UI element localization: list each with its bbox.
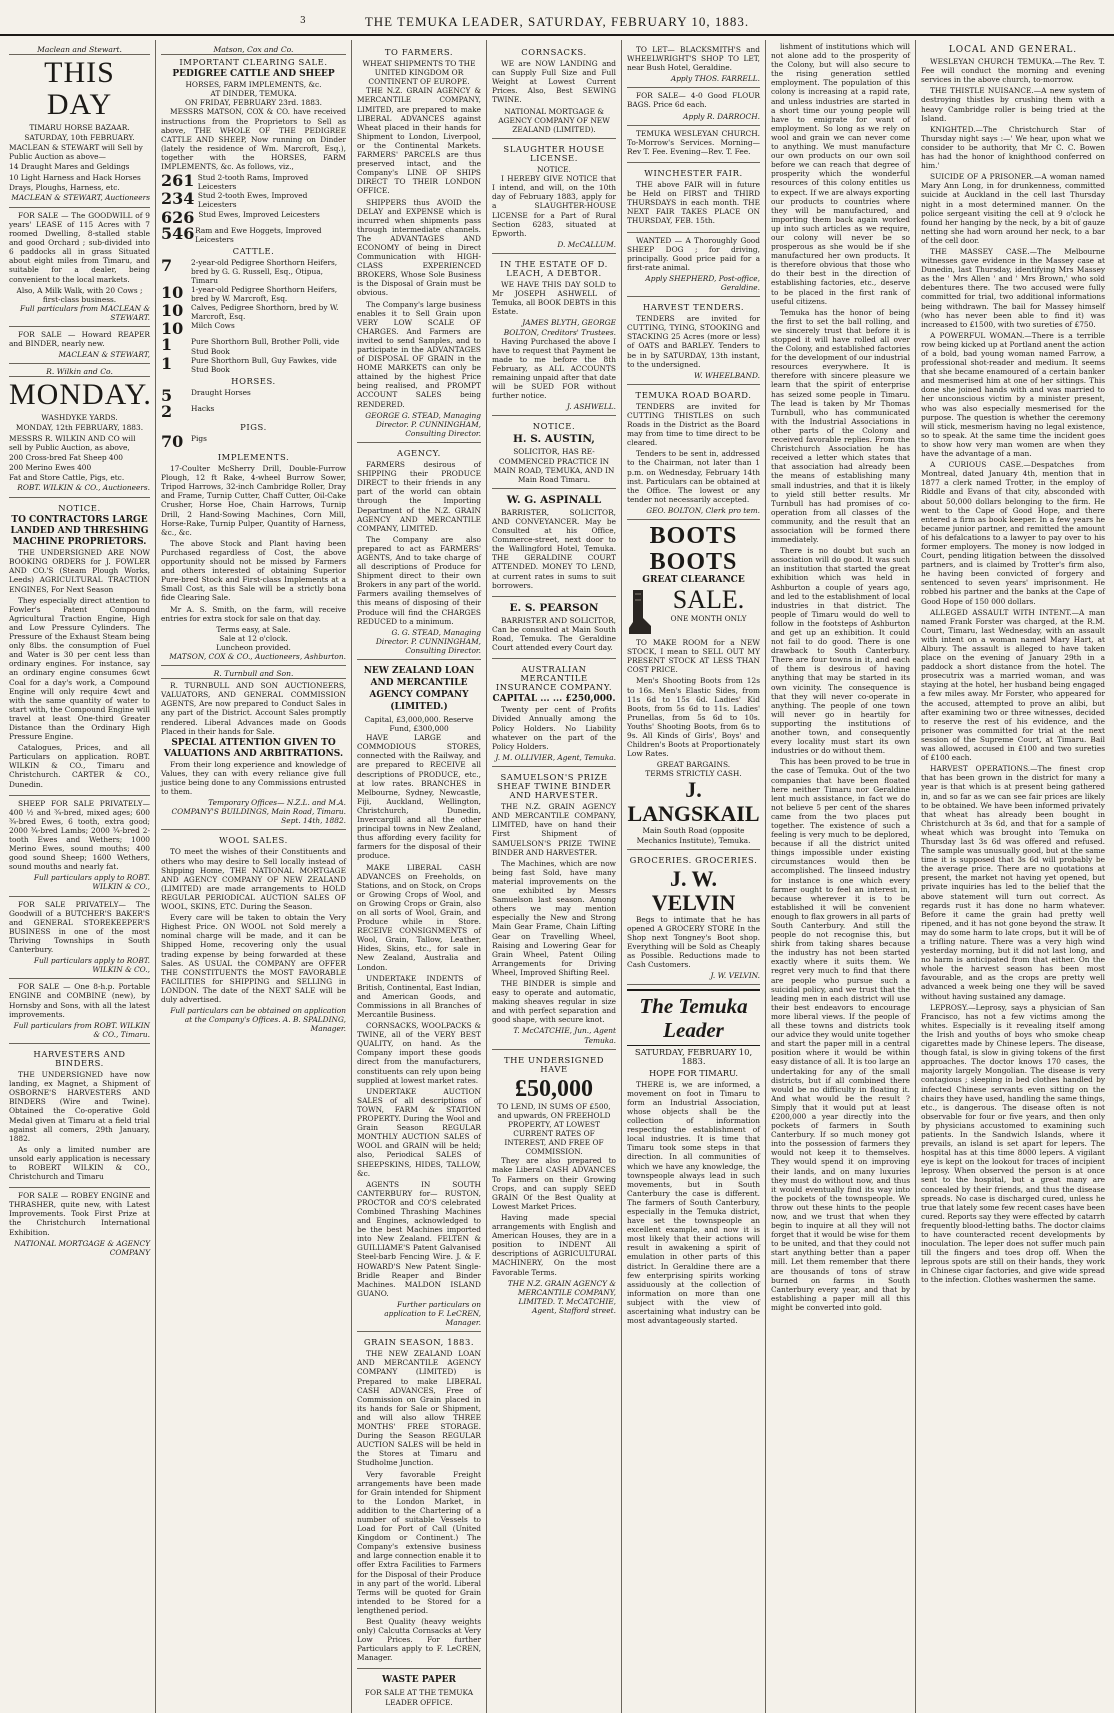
news-item: KNIGHTED.—The Christchurch Star of Thursday night says :—' We hear, upon what we consider to be authority, that Mr C. C. Bowen has had the honor of knighthood conferred on him.' bbox=[921, 124, 1105, 171]
ad-text: UNDERTAKE INDENTS of British, Continental, East Indian, and American Goods, and Commissions in all Branches of Mercantile Business. bbox=[357, 973, 481, 1019]
ad-headline: WOOL SALES. bbox=[219, 835, 288, 846]
ad-signature: ROBT. WILKIN & CO., Auctioneers. bbox=[17, 483, 150, 492]
ad-text: I HEREBY GIVE NOTICE that I intend, and will, on the 10th day of February 1883, apply for a SLAUGHTER-HOUSE LICENSE for a Part of Rural Section 6283, situated at Epworth. bbox=[492, 174, 616, 238]
ad-text: MESSRS MATSON, COX & CO. have received instructions from the Proprietors to Sell as above, THE WHOLE OF THE PEDIGREE CATTLE AND SHEEP, Now running on Dinder (lately the residence of Wm. Marcroft, Esq.), together with the HORSES, FARM IMPLEMENTS, &c. As follows, viz., bbox=[161, 107, 346, 172]
ad-signature: MACLEAN & STEWART, bbox=[58, 350, 150, 360]
ad-headline: TO FARMERS. bbox=[384, 47, 454, 57]
ad-text: FOR SALE — The GOODWILL of 9 years' LEASE of 115 Acres with 7 roomed Dwelling, 8-stalled stable and good Orchard ; sub-divided into 6 paddocks all in grass Situated about eight miles from Timaru, and suitable for a dealer, being convenient to the local markets. bbox=[9, 210, 150, 284]
page-number: 3 bbox=[300, 16, 306, 26]
ad-line: Terms easy, at Sale. bbox=[216, 624, 291, 634]
ad-signature: Temporary Offices— N.Z.L. and M.A. COMPANY'S BUILDINGS, Main Road, Timaru. Sept. 14th, 1882. bbox=[171, 798, 346, 826]
ad-line: TERMS STRICTLY CASH. bbox=[645, 769, 742, 779]
ad-line: TIMARU HORSE BAZAAR. bbox=[29, 123, 130, 133]
ad-text: Having made special arrangements with English and American Houses, they are in a position to INDENT All descriptions of AGRICULTURAL MACHINERY, On the most Favorable Terms. bbox=[492, 1212, 616, 1277]
ad-samuelson-binder bbox=[492, 767, 616, 1050]
ad-cornsacks bbox=[492, 42, 616, 139]
column-1 bbox=[4, 40, 156, 1713]
column-7 bbox=[916, 40, 1110, 1713]
ad-subhead: WHEAT SHIPMENTS TO THE UNITED KINGDOM OR CONTINENT OF EUROPE. bbox=[362, 59, 476, 87]
ad-nz-loan bbox=[357, 660, 481, 1332]
ad-signature: Full particulars from ROBT. WILKIN & CO., Timaru. bbox=[13, 1020, 150, 1039]
ad-headline: NOTICE. bbox=[532, 421, 576, 432]
ad-signature: J. M. OLLIVIER, Agent, Temuka. bbox=[495, 752, 616, 762]
ad-flour-bags bbox=[627, 88, 760, 125]
news-item: ALLEGED ASSAULT WITH INTENT.—A man named Frank Forster was charged, at the R.M. Court, Timaru, last Wednesday, with an assault with intent on a woman named Mary Hart, at Albury. The assault is alleged to have taken place on the evening of January 29th in a paddock a short distance from the hotel. The prosecutrix was a married woman, and was staying at the hotel, her husband being engaged a few miles away. Mr Forster, who appeared for the accused, attempted to prove an alibi, but after examining two or three witnesses, decided to reserve the rest of his evidence, and the prisoner was committed for trial at the next session of the Supreme Court, at Timaru. Bail was allowed, accused in £100 and two sureties of £100 each. bbox=[921, 607, 1105, 763]
ad-text: FOR SALE — Howard REAPER and BINDER, nearly new. bbox=[9, 329, 150, 349]
ad-wool-sales bbox=[161, 830, 346, 1037]
ad-line: HORSES, FARM IMPLEMENTS, &c. bbox=[185, 80, 322, 90]
ad-text: From their long experience and knowledge of Values, they can with every reliance give full justice being done to any Commissions entrusted to them. bbox=[161, 759, 346, 796]
newspaper-columns bbox=[4, 40, 1110, 1707]
ad-text: SHEEP FOR SALE PRIVATELY— 400 ½ and ¾-bred, mixed ages; 600 ¾-bred Ewes, 6 tooth, extra good; 2000 ¾-bred Lambs; 2000 ¾-bred 2-tooth Ewes and Wethers; 1000 Merino Ewes, sound mouths; 400 good sound Sheep; 1600 Wethers, sound mouths and nearly fat. bbox=[9, 798, 150, 872]
ad-subhead: SPECIAL ATTENTION GIVEN TO VALUATIONS AND ARBITRATIONS. bbox=[163, 737, 344, 759]
editorial bbox=[627, 989, 760, 1325]
ad-line: MONDAY, 12th FEBRUARY, 1883. bbox=[15, 423, 144, 433]
item-desc: Stud Ewes, Improved Leicesters bbox=[198, 209, 320, 219]
item-desc: Pure Shorthorn Bull, Brother Polli, vide Stud Book bbox=[191, 337, 340, 356]
ad-text: Every care will be taken to obtain the Very Highest Price. ON WOOL not Sold merely a nominal charge will be made, and it can be Shipped Home, recovering only the usual trading expense by being forwarded at these Sales. AS USUAL the COMPANY are OFFER THE CONSTITUENTS the MOST FAVORABLE FACILITIES for SHIPPING and SELLING in LONDON. The date of the NEXT SALE will be duly advertised. bbox=[161, 913, 346, 1004]
ad-headline: THE UNDERSIGNED HAVE bbox=[503, 1054, 605, 1074]
ad-line: MACLEAN & STEWART will Sell by Public Auction as above— bbox=[9, 143, 143, 162]
ad-subhead: ONE MONTH ONLY bbox=[670, 614, 747, 624]
ad-leach-estate bbox=[492, 254, 616, 417]
ad-capital: Capital, £3,000,000. Reserve Fund, £300,000 bbox=[364, 715, 474, 734]
ad-australian-insurance bbox=[492, 659, 616, 767]
ad-signature: MATSON, COX & CO., Auctioneers, Ashburton. bbox=[169, 651, 346, 661]
ad-text: TENDERS are invited for CUTTING THISTLES on such Roads in the District as the Board may from time to time direct to be cleared. bbox=[627, 401, 760, 448]
ad-text: 17-Coulter McSherry Drill, Double-Furrow Plough, 12 ft Rake, 4-wheel Burrow Sower, Tripod Harrows, 32-inch Cambridge Roller, Dray and Frame, Turnip Cutter, Chaff Cutter, Oil-Cake Crusher, Horse Hoe, Chain Harrows, Turnip Drill, 2 Hand-Sowing Machines, Corn Mill, Horse-Rake, Turnip Pulper, Quantity of Harness, &c., &c. bbox=[161, 464, 346, 537]
list-item bbox=[161, 337, 346, 355]
item-desc: 1-year-old Pedigree Shorthorn Heifers, bred by W. Marcroft, Esq. bbox=[191, 285, 338, 304]
ad-name: H. S. AUSTIN, bbox=[513, 433, 595, 446]
item-count: 1 bbox=[161, 335, 173, 355]
ad-text: CORNSACKS, WOOLPACKS & TWINE, all of the VERY BEST QUALITY, on hand. As the Company import these goods direct from the manufacturers, constituents can rely upon being supplied at lowest market rates. bbox=[357, 1021, 481, 1085]
list-item bbox=[161, 191, 346, 209]
ad-line: 200 Cross-bred Fat Sheep 400 bbox=[9, 452, 124, 462]
item-count: 10 bbox=[161, 283, 184, 303]
news-item: HARVEST OPERATIONS.—The finest crop that has been grown in the district for many a year is that which is at present being gathered in, and so far as we can see fair prices are likely to be obtained. We have been informed privately that wheat has already been bought in Christchurch at 3s 6d, and that for a sample of wheat which was brought into Temuka on Thursday last 3s 6d was offered and refused. The sample was unusually good, but at the same time it is supposed that 3s 6d will probably be the average price. There are no quotations at present, the market not having yet opened, but private inquiries has led to the belief that the above statement will turn out correct. As regards rust it has done no harm whatever. Before it came the grain had pretty well ripened, and it has not gone beyond the straw. It may do some harm to late crops, but it will be of a trifling nature. There was a very high wind yesterday morning, but it did not last long, and no harm is anticipated from that either. On the whole the harvest season has been most favourable, and as the crops are pretty well advanced a week being one they will be saved without having sustained any damage. bbox=[921, 764, 1105, 1001]
ad-line: 14 Draught Mares and Geldings bbox=[9, 162, 130, 172]
item-count: 234 bbox=[161, 189, 195, 209]
ad-text: FOR SALE— 4-0 Good FLOUR BAGS. Price 6d each. bbox=[627, 91, 760, 110]
ad-headline: IN THE ESTATE OF D. LEACH, A DEBTOR. bbox=[500, 258, 608, 278]
ad-text: WE are NOW LANDING and can Supply Full Size and Full Weight at Lowest Current Prices. Also, Best SEWING TWINE. bbox=[492, 59, 616, 105]
ad-text: TO LEND, IN SUMS OF £500, and upwards, ON FREEHOLD PROPERTY, AT LOWEST CURRENT RATES OF INTEREST, AND FREE OF COMMISSION. bbox=[497, 1101, 611, 1157]
ad-headline: AUSTRALIAN MERCANTILE INSURANCE COMPANY. bbox=[495, 664, 613, 693]
list-item bbox=[161, 255, 346, 285]
ad-agency bbox=[357, 443, 481, 660]
item-count: 5 bbox=[161, 385, 173, 405]
ad-name: E. S. PEARSON bbox=[509, 601, 599, 614]
ad-turnbull bbox=[161, 666, 346, 830]
ad-headline: BOOTS BOOTS bbox=[649, 523, 738, 576]
ad-traction-engines bbox=[9, 498, 150, 796]
ad-signature: W. WHEELBAND. bbox=[694, 370, 760, 380]
ad-signature: NATIONAL MORTGAGE & AGENCY COMPANY OF NEW ZEALAND (LIMITED). bbox=[498, 106, 610, 134]
ad-waste-paper bbox=[357, 1669, 481, 1710]
ad-line: WASHDYKE YARDS. bbox=[41, 413, 118, 423]
section-heading: CATTLE. bbox=[232, 245, 275, 256]
editorial-text: Temuka has the honor of being the first to set the ball rolling, and we sincerely trust that before it is stopped it will have rolled all over the Colony, and established factories for the development of our industrial resources everywhere. It is therefore with sincere pleasure we learn that the spirit of enterprise has seized some people in Timaru. The lead is taken by Mr Thomas Turnbull, who has communicated with the Industrial Associations in other parts of the Colony and received favorable replies. From the Christchurch Association he has received a letter which states that that association had already been the means of establishing many small industries, and that it is likely to yield still better results. Mr Turnbull has had promises of co-operation from all classes of the community, and the result that an association will be formed there immediately. bbox=[771, 307, 910, 545]
ad-signature: Apply THOS. FARRELL. bbox=[670, 74, 760, 84]
ad-line: 10 Light Harness and Hack Horses bbox=[9, 172, 141, 182]
ad-text: BARRISTER, SOLICITOR, AND CONVEYANCER. May be Consulted at his Office, Commerce-street, next door to the Wallingford Hotel, Temuka. THE GERALDINE COURT ATTENDED. MONEY TO LEND, at current rates in sums to suit borrowers. bbox=[492, 507, 616, 590]
ad-signature: Full particulars can be obtained on application at the Company's Offices. A. B. SPALDING, Manager. bbox=[170, 1006, 346, 1034]
ad-text: WANTED — A Thoroughly Good SHEEP DOG ; for driving, principally. Good price paid for a first-rate animal. bbox=[627, 235, 760, 272]
item-desc: Stud 2-tooth Ewes, Improved Leicesters bbox=[197, 191, 308, 210]
news-item: A POWERFUL WOMAN.—There is a terrible row being kicked up at Portland anent the action of a bold, bad young woman named Farrow, a professional shot-reader and medium. It seems that she became enamoured of a certain banker and mesmerised him at one of her sittings. This done she joined hands with and was married to her unconscious victim by a minister present, who was also especially mesmerised for the purpose. The question is whether the ceremony will stick, mesmerism having no legal existence, so to speak. At the same time the incident goes to show how very man women are when they have the advantage of a man. bbox=[921, 330, 1105, 459]
ad-signature: Full particulars apply to ROBT. WILKIN & CO., bbox=[33, 873, 150, 892]
ad-text: FARMERS desirous of SHIPPING their PRODUCE DIRECT to their friends in any part of the world can obtain through the Importing Department of the N.Z. GRAIN AGENCY AND MERCANTILE COMPANY, LIMITED. bbox=[357, 460, 481, 533]
list-item bbox=[161, 385, 346, 405]
list-item bbox=[161, 353, 346, 374]
ad-subhead: NOTICE. bbox=[537, 165, 571, 175]
item-desc: Draught Horses bbox=[191, 387, 251, 397]
ad-text: They are also prepared to make Liberal CASH ADVANCES To Farmers on their Growing Crops, and can supply SEED GRAIN Of the Best Quality at Lowest Market Prices. bbox=[492, 1156, 616, 1211]
masthead-title: THE TEMUKA LEADER, SATURDAY, FEBRUARY 10, 1883. bbox=[364, 14, 750, 29]
ad-text: FOR SALE PRIVATELY— The Goodwill of a BUTCHER'S BAKER'S and GENERAL STOREKEEPER'S BUSINESS in one of the most Thriving Townships in South Canterbury. bbox=[9, 899, 150, 955]
ad-text: As only a limited number are unsold early application is necessary to ROBERT WILKIN & CO., Christchurch and Timaru bbox=[9, 1144, 150, 1182]
ad-signature: J. W. VELVIN. bbox=[710, 971, 760, 981]
ad-road-board bbox=[627, 385, 760, 520]
ad-text: SOLICITOR, HAS RE-COMMENCED PRACTICE IN MAIN ROAD, TEMUKA, AND IN Main Road Timaru. bbox=[493, 447, 615, 484]
section-heading: PIGS. bbox=[240, 421, 267, 432]
ad-text: R. TURNBULL AND SON AUCTIONEERS, VALUATORS, AND GENERAL COMMISSION AGENTS, Are now prepared to Conduct Sales in any part of the District. Account Sales promptly rendered. Liberal Advances made on Goods Placed in their hands for Sale. bbox=[161, 681, 346, 736]
ad-text: TENDERS are invited for CUTTING, TYING, STOOKING and STACKING 25 Acres (more or less) of OATS and BARLEY. Tenders to be in by SATURDAY, 13th instant, to the undersigned. bbox=[627, 314, 760, 369]
item-count: 7 bbox=[161, 255, 173, 275]
ad-signature: GEORGE G. STEAD, Managing Director. P. CUNNINGHAM, Consulting Director. bbox=[365, 410, 481, 438]
ad-text: THE NEW ZEALAND LOAN AND MERCANTILE AGENCY COMPANY (LIMITED) is Prepared to make LIBERAL CASH ADVANCES, Free of Commission on Grain placed in its hands for Sale or Shipment, and will also allow THREE MONTHS' FREE STORAGE. During the Season REGULAR AUCTION SALES will be held in the Stores at Timaru and Studholme Junction. bbox=[357, 1349, 481, 1468]
ad-robey-engine bbox=[9, 1188, 150, 1261]
ad-text: Very favorable Freight arrangements have been made for Grain intended for Shipment to the London Market, in addition to the Chartering of a number of suitable Vessels to Load for Port of Call (United Kingdom or Continent.) The Company's extensive business and large connection enable it to offer Extra Facilities to Farmers for the Disposal of their Produce in any part of the world. Liberal Terms will be quoted for Grain intended to be Stored for a lengthened period. bbox=[357, 1469, 481, 1615]
ad-winchester-fair bbox=[627, 163, 760, 233]
ad-headline: SAMUELSON'S PRIZE SHEAF TWINE BINDER AND HARVESTER. bbox=[496, 771, 611, 801]
ad-text: Begs to intimate that he has opened A GROCERY STORE In the Shop next Tongney's Boot shop. Everything will be Sold as Cheaply as Possible. Reductions made to Cash Customers. bbox=[627, 914, 760, 970]
list-item bbox=[161, 401, 346, 421]
ad-headline: GROCERIES. GROCERIES. bbox=[629, 854, 758, 865]
ad-money-to-lend bbox=[492, 1050, 616, 1319]
ad-headline: WASTE PAPER bbox=[382, 1675, 456, 1686]
ad-text: Mr A. S. Smith, on the farm, will receive entries for extra stock for sale on that day. bbox=[161, 604, 346, 623]
ad-signature: Apply SHEPHERD, Post-office, Geraldine. bbox=[645, 273, 760, 292]
ad-date: ON FRIDAY, FEBRUARY 23rd. 1883. bbox=[184, 98, 323, 108]
ad-austin bbox=[492, 416, 616, 488]
ad-text: The Company's large business enables it to Sell Grain upon VERY LOW SCALE OF CHARGES. And Farmers are invited to send Samples, and to participate in the ADVANTAGES of DISPOSAL OF GRAIN in the HOME MARKETS can only be attained by the highest Price being realised, and PROMPT ACCOUNT SALES being RENDERED. bbox=[357, 299, 481, 409]
ad-text: THE BINDER is simple and easy to operate and automatic, making sheaves regular in size and with perfect separation and good shape, with secure knot. bbox=[492, 978, 616, 1025]
ad-signature: T. McCATCHIE, Jun., Agent Temuka. bbox=[513, 1026, 616, 1045]
list-item bbox=[161, 303, 346, 321]
ad-groceries bbox=[627, 850, 760, 986]
ad-text: Having Purchased the above I have to request that Payment be made to me before the 8th February, as ALL ACCOUNTS remaining unpaid after that date will be SUED FOR without further notice. bbox=[492, 336, 616, 401]
ad-text: The Company are also prepared to act as FARMERS' AGENTS, And to take charge of all descriptions of Produce for Shipment direct to their own Brokers in any part of the world. Farmers availing themselves of this means of disposing of their Produce will find the CHARGES REDUCED to a minimum. bbox=[357, 534, 481, 626]
column-4 bbox=[487, 40, 622, 1713]
ad-line: AT DINDER, TEMUKA. bbox=[210, 89, 297, 99]
editorial-text: There is no doubt but such an association will do good. It was such an institution that started the great exhibition which was held in Ashburton a couple of years ago, and led to the establishment of local industries in that district. The people of Timaru would do well to follow in the footsteps of Ashburton and get up an exhibition. It could not fail to do good. There is one drawback to South Canterbury. There are four towns in it, and each of them is desirous of having anything that may be started in its own vicinity. The consequence is that they will never co-operate in anything. The people of one town will never go in heartily for supporting the institutions of another town, and consequently every locality must start its own industries or do without them. bbox=[771, 546, 910, 756]
editorial-text: This has been proved to be true in the case of Temuka. Out of the two companies that have been floated here neither Timaru nor Geraldine lent much assistance, in fact we do not believe 5 per cent of the shares came from the two places put together. The existence of such a feeling is very much to be deplored, because if all the district united things impossible under existing circumstances would then be accomplished. The linseed industry for instance is one which every farmer ought to feel an interest in, because wherever it is to be established it will be convenient enough to flax growers in all parts of South Canterbury. And still the people do not recognise this, but shirk from taking shares because the industry has not been started exactly where it suits them. We regret very much to find that there are people who pursue such a suicidal policy, and we trust that the leading men in each district will use their best endeavors to encourage more liberal views. If the people of all these towns and districts took our advice they would unite together and start the paper mill in a central position where it would be within easy distance of all. It is too large an undertaking for any of the small districts, but if all combined there would be no difficulty in floating it. And what would be the result ? Simply that it would put at least £200,000 a year directly into the pockets of farmers in South Canterbury. If so much money got into the possession of farmers they would not keep it to themselves. They would spend it on improving their lands, and on many luxuries they must do without now, and thus it would eventually find its way into the pockets of the townspeople. We throw out these hints to the people now, and we trust that when they begin to inquire at all they will not forget that it would be wise for them to be united, and that they could not start anything better than a paper mill. Let them remember that there are thousands of tons of straw burned on farms in South Canterbury every year, and that by establishing a paper mill all this might be converted into gold. bbox=[771, 757, 910, 1312]
ad-wesleyan-church bbox=[627, 126, 760, 163]
ad-signature: Main South Road (opposite Mechanics Institute), Temuka. bbox=[636, 826, 751, 845]
ad-line: 200 Merino Ewes 400 bbox=[9, 462, 92, 472]
list-item bbox=[161, 434, 346, 450]
ad-headline: HARVEST TENDERS. bbox=[642, 302, 745, 313]
item-desc: Stud 2-tooth Rams, Improved Leicesters bbox=[197, 173, 309, 192]
news-item: WESLEYAN CHURCH TEMUKA.—The Rev. T. Fee will conduct the morning and evening services in the above church, to-morrow. bbox=[921, 57, 1105, 85]
ad-text: WE HAVE THIS DAY SOLD to Mr JOSEPH ASHWELL of Temuka, all BOOK DEBTS in this Estate. bbox=[492, 280, 616, 317]
ad-text: Best Quality (heavy weights only) Calcutta Cornsacks at Very Low Prices. For further Particulars apply to F. LeCREN, Manager. bbox=[357, 1617, 481, 1663]
boot-illustration bbox=[627, 588, 653, 636]
ad-sale-word: SALE. bbox=[672, 585, 745, 615]
ad-text: The above Stock and Plant having been Purchased regardless of Cost, the above opportunity should not be missed by Farmers and others interested of obtaining Superior Pure-bred Stock and First-class Implements at a Small Cost, as this Sale will be a strictly bona fide Clearing Sale. bbox=[161, 538, 346, 603]
ad-boots-clearance bbox=[627, 520, 760, 850]
ad-signature: NATIONAL MORTGAGE & AGENCY COMPANY bbox=[14, 1238, 150, 1257]
ad-byline: Matson, Cox and Co. bbox=[161, 45, 346, 55]
ad-headline: HARVESTERS AND BINDERS. bbox=[33, 1048, 126, 1068]
ad-line: Sale at 12 o'clock. bbox=[219, 633, 288, 643]
ad-text: THE UNDERSIGNED have now landing, ex Magnet, a Shipment of OSBORNE'S HARVESTERS AND BINDERS (Wire and Twine). Obtained the Co-operative Gold Medal given at Timaru at a field trial against all comers, 29th January, 1882. bbox=[9, 1070, 150, 1143]
item-count: 1 bbox=[161, 353, 173, 373]
ad-byline: Maclean and Stewart. bbox=[9, 45, 150, 55]
ad-text: TO meet the wishes of their Constituents and others who may desire to Sell locally instead of Shipping Home, THE NATIONAL MORTGAGE AND AGENCY COMPANY OF NEW ZEALAND (LIMITED) are made arrangements to HOLD REGULAR PERIODICAL AUCTION SALES OF WOOL, SKINS, ETC. During the Season. bbox=[161, 847, 346, 912]
list-item bbox=[161, 285, 346, 303]
news-item: A CURIOUS CASE.—Despatches from Montreal, dated January 4th, mention that in 1877 a clerk named Trotter, in the employ of Riddle and Evans of that city, absconded with about 50,000 dollars belonging to the firm. He went to the Cape of Good Hope, and there entered a firm as book keeper. In a few years he became junior partner, and remitted the amount of his defalcations to a lawyer to pay over to his former employers. The money is now lodged in Court, pending litigation between the dissolved partners, and is claimed by Trotter's firm also, he having been convicted of forgery and sentenced to seven years' imprisonment. He robbed his partner and the banks at the Cape of Good Hope of 150 000 dollars. bbox=[921, 460, 1105, 606]
ad-signature: G. G. STEAD, Managing Director. P. CUNNINGHAM, Consulting Director. bbox=[375, 627, 481, 655]
ad-subhead: TO CONTRACTORS LARGE LANDED AND THRESHING MACHINE PROPRIETORS. bbox=[10, 515, 149, 548]
ad-text: MAKE LIBERAL CASH ADVANCES on Freeholds, on Stations, and on Stock, on Crops or Growing Crops of Wool, and on Growing Crops or Grain, also on all sorts of Wool, Grain, and Produce while in Store. RECEIVE CONSIGNMENTS of Wool, Grain, Tallow, Leather, Hides, Skins, etc., for sale in New Zealand, Australia and London. bbox=[357, 862, 481, 972]
ad-headline: THIS DAY bbox=[44, 56, 115, 122]
ad-portable-engine bbox=[9, 979, 150, 1044]
item-count: 261 bbox=[161, 171, 195, 191]
ad-text: UNDERTAKE AUCTION SALES of all descriptions of TOWN, FARM & STATION PROPERTY. During the Wool and Grain Season REGULAR MONTHLY AUCTION SALES of WOOL and GRAIN will be held; also, Periodical SALES of SHEEPSKINS, HIDES, TALLOW, &c. bbox=[357, 1086, 481, 1178]
item-count: 70 bbox=[161, 432, 184, 451]
item-count: 626 bbox=[161, 207, 195, 227]
ad-signature: Full particulars apply to ROBT. WILKIN & CO., bbox=[33, 956, 150, 975]
news-item: SUICIDE OF A PRISONER.—A woman named Mary Ann Long, in for drunkenness, committed suicide at Auckland in the cell last Thursday night in a most determined manner. On the police sergeant visiting the cell at 9 o'clock he found her hanging by the neck, by a bit of gauze netting she had worn around her neck, to a bar of the cell door. bbox=[921, 172, 1105, 245]
news-item: LEPROSY.—Leprosy, says a physician of San Francisco, has not a few victims among the whites. Especially is it revealing itself among the Irish and youths of boys who smoke cheap cigarettes made by Chinese lepers. The disease, though fatal, is slow in giving tokens of the first approaches. The doctor knows 170 cases, the majority largely Mongolian. The disease is very contagious ; sleeping in bed clothes handled by infected Chinese servants even sitting on the chairs they have used, handling the same things, etc., is dangerous. The disease often is not observable for four or five years, and then only by physicians accustomed to examining such patients. In the Sandwich Islands, where it prevails, an island is set apart for lepers. The hospital has at this time 8000 lepers. A vigilant eye is kept on the lookout for traces of incipient leprosy. When observed the person is at once sent to the hospital, but a great many are concealed by their friends, and thus the disease spreads. No case is discharged cured, unless he true that lately some few recent cases have been cured. Reports say they were effected by catarrh frequently blood-letting baths. The doctor claims to have counteracted recent developments by inoculation. The leper does not suffer much pain till the fingers and toes drop off. When the leprous spots are still on their hands, they work in Chinese cigar factories, and give wide spread to the infection. Clothes washermen the same. bbox=[921, 1002, 1105, 1285]
ad-pearson bbox=[492, 597, 616, 659]
ad-text: HAVE LARGE and COMMODIOUS STORES, connected with the Railway, and are prepared to RECEIVE all descriptions of PRODUCE, etc., at low rates. BRANCHES in Melbourne, Sydney, Newcastle, Fiji, Auckland, Wellington, Christchurch, Dunedin, Invercargill and all the other principal towns in New Zealand, thus affording every facility for farmers for the disposal of their produce. bbox=[357, 733, 481, 861]
ad-aspinall bbox=[492, 489, 616, 597]
column-6 bbox=[766, 40, 916, 1713]
item-desc: Pure Shorthorn Bull, Guy Fawkes, vide Stud Book bbox=[191, 355, 337, 374]
ad-maclean-this-day bbox=[9, 42, 150, 208]
ad-blacksmith-to-let bbox=[627, 42, 760, 88]
ad-byline: R. Wilkin and Co. bbox=[9, 367, 150, 377]
ad-text: TO LET— BLACKSMITH'S and WHEELWRIGHT'S SHOP TO LET, near Bush Hotel, Geraldine. bbox=[627, 45, 760, 73]
ad-signature: Full particulars from MACLEAN & STEWART. bbox=[20, 303, 150, 322]
ad-text: TEMUKA WESLEYAN CHURCH. To-Morrow's Services. Morning—Rev T. Fee. Evening—Rev. T. Fee. bbox=[627, 128, 760, 156]
item-desc: Pigs bbox=[191, 434, 207, 443]
item-desc: 2-year-old Pedigree Shorthorn Heifers, bred by G. G. Russell, Esq., Otipua, Timaru bbox=[191, 257, 338, 285]
ad-signature: Further particulars on application to F. LeCREN, Manager. bbox=[384, 1299, 481, 1328]
ad-headline: TEMUKA ROAD BOARD. bbox=[635, 389, 752, 400]
ad-line: SATURDAY, 10th FEBRUARY. bbox=[24, 133, 135, 143]
list-item bbox=[161, 223, 346, 244]
ad-harvesters-binders bbox=[9, 1044, 150, 1188]
ad-slaughter-license bbox=[492, 139, 616, 254]
ad-signature: J. ASHWELL. bbox=[566, 402, 616, 412]
ad-line: Luncheon provided. bbox=[216, 642, 291, 652]
ad-signature: Catalogues, Prices, and all Particulars on application. ROBT. WILKIN & CO., Timaru and Christchurch. CARTER & CO., Dunedin. bbox=[9, 743, 150, 789]
paper-nameplate: The Temuka Leader bbox=[627, 989, 760, 1046]
column-3 bbox=[352, 40, 487, 1713]
item-count: 2 bbox=[161, 401, 173, 421]
ad-sheep-for-sale bbox=[9, 796, 150, 897]
ad-text: SHIPPERS thus AVOID the DELAY and EXPENSE which is incurred when shipments pass through intermediate channels. The ADVANTAGES AND ECONOMY of being in Direct Communication with HIGH-CLASS EXPERIENCED BROKERS, Whose Sole Business is the Disposal of Grain must be obvious. bbox=[357, 197, 481, 298]
ad-name: W. G. ASPINALL bbox=[506, 493, 602, 506]
item-desc: Hacks bbox=[191, 403, 215, 413]
ad-headline: NEW ZEALAND LOAN AND MERCANTILE AGENCY COMPANY (LIMITED.) bbox=[363, 666, 475, 712]
ad-text: The Machines, which are now being fast Sold, have many material improvements on the one exhibited by Messrs Samuelson last season. Among others we may mention especially the New and Strong Main Gear Frame, Chain Lifting Gear on Travelling Wheel, Raising and Lowering Gear for Grain Wheel, Patent Oiling Arrangements for Driving Wheel, Improved Shifting Reel. bbox=[492, 858, 616, 977]
ad-name: J. W. VELVIN bbox=[651, 865, 736, 915]
ad-subhead: GREAT CLEARANCE bbox=[642, 575, 745, 586]
ad-butcher-business bbox=[9, 897, 150, 980]
ad-reaper-binder bbox=[9, 327, 150, 364]
ad-line: PEDIGREE CATTLE AND SHEEP bbox=[172, 69, 335, 80]
ad-text: They especially direct attention to Fowler's Patent Compound Agricultural Traction Engine, High and Low Pressure Cylinders. The Pressure of the Exhaust Steam being only 8lbs. the consumption of Fuel and Water is 30 per cent less than ordinary engines. For instance, say an ordinary engine consumes 6cwt Coal for a day's work, a Compound Engine will only require 4cwt and with the same quantity of water to start with, the Compound Engine will travel at least One-third Greater Distance than the Ordinary High Pressure Engine. bbox=[9, 595, 150, 742]
editorial-text: lishment of institutions which will not alone add to the prosperity of the Colony, but will also secure to the rising generation settled employment. The population of this colony is increasing at a rapid rate, and unless industries are started in a short time our young people will have to emigrate for want of employment. So long as we rely on wool and grain we can never come to anything. We must manufacture our own products on our own soil before we can reach that degree of prosperity which the wonderful resources of this colony entitles us to expect. If we are always exporting our products to countries where they will be manufactured, and importing them back again worked up into such articles as we require, our colony will never be so prosperous as she would be if she manufactured her own products. It is therefore obvious that those who do their best in the direction of establishing factories, etc., deserve to be placed in the first rank of useful citizens. bbox=[771, 42, 910, 306]
ad-line: Drays, Ploughs, Harness, etc. bbox=[9, 182, 120, 192]
ad-headline: NOTICE. bbox=[58, 503, 101, 514]
ad-headline: AGENCY. bbox=[397, 447, 441, 458]
news-item: THE THISTLE NUISANCE.—A new system of destroying thistles by crushing them with a heavy Cambridge roller is being tried at the Island. bbox=[921, 86, 1105, 123]
ad-signature: D. McCALLUM. bbox=[557, 239, 616, 249]
ad-signature: JAMES BLYTH, GEORGE BOLTON, Creditors' Trustees. bbox=[503, 318, 616, 337]
ad-goodwill-lease bbox=[9, 208, 150, 327]
ad-line: Fat and Store Cattle, Pigs, etc. bbox=[9, 472, 125, 482]
ad-sheep-dog-wanted bbox=[627, 233, 760, 298]
masthead bbox=[0, 0, 1114, 36]
ad-to-farmers bbox=[357, 42, 481, 443]
ad-grain-season bbox=[357, 1332, 481, 1669]
ad-text: Tenders to be sent in, addressed to the Chairman, not later than 1 p.m. on Wednesday, February 14th inst. Particulars can be obtained at the Office. The lowest or any tender not necessarily accepted. bbox=[627, 449, 760, 504]
ad-text: FOR SALE AT THE TEMUKA LEADER OFFICE. bbox=[364, 1688, 474, 1707]
editorial-date: SATURDAY, FEBRUARY 10, 1883. bbox=[634, 1047, 753, 1067]
item-desc: Ram and Ewe Hoggets, Improved Leicesters bbox=[195, 225, 322, 244]
item-desc: Milch Cows bbox=[191, 321, 235, 331]
column-2 bbox=[156, 40, 352, 1713]
editorial-text: THERE is, we are informed, a movement on foot in Timaru to form an Industrial Association, whose objects shall be the collection of information respecting the establishment of local industries. It is time that Timaru took some steps in that direction. In all communities of which we have any knowledge, the townspeople always lead in such movements, but in South Canterbury the case is different. The farmers of South Canterbury, especially in the Temuka district, have set the townspeople an excellent example, and now it is most likely that their actions will result in awakening a spirit of emulation in other parts of this district. In Geraldine there are a few enterprising spirits working assiduously at the collection of information on more than one subject with the view of ascertaining what industry can be most advantageously started. bbox=[627, 1079, 760, 1326]
loan-amount: £50,000 bbox=[515, 1075, 593, 1102]
ad-byline: R. Turnbull and Son. bbox=[161, 669, 346, 679]
ad-text: Twenty per cent of Profits Divided Annually among the Policy Holders. No Liability whatever on the part of the Policy Holders. bbox=[492, 705, 616, 751]
ad-text: THE above FAIR will in future be Held on FIRST and THIRD THURSDAYS in each month. THE NEXT FAIR TAKES PLACE ON THURSDAY, FEB. 15th. bbox=[627, 180, 760, 226]
ad-clearing-sale bbox=[161, 42, 346, 666]
ad-text: AGENTS IN SOUTH CANTERBURY for— RUSTON, PROCTOR and CO'S celebrated Combined Thrashing Machines and Engines, acknowledged to be the best Machines imported into New Zealand. FELTEN & GUILLIAME'S Patent Galvanised Steel-barb Fencing Wire. J. & F. HOWARD'S New Patent Single-Bridle Reaper and Binder Machines. MALDON ISLAND GUANO. bbox=[357, 1179, 481, 1298]
ad-headline: CORNSACKS. bbox=[521, 47, 587, 57]
ad-text: THE UNDERSIGNED ARE NOW BOOKING ORDERS for J. FOWLER AND CO.'S (Steam Plough Works, Leeds) AGRICULTURAL TRACTION ENGINES, For Next Season bbox=[9, 548, 150, 594]
ad-signature: GEO. BOLTON, Clerk pro tem. bbox=[646, 505, 760, 515]
list-item bbox=[161, 321, 346, 337]
item-count: 10 bbox=[161, 319, 184, 339]
item-count: 546 bbox=[161, 223, 195, 243]
ad-headline: SLAUGHTER HOUSE LICENSE. bbox=[503, 143, 605, 163]
section-heading: HORSES. bbox=[231, 375, 276, 386]
ad-headline: MONDAY. bbox=[9, 378, 152, 412]
news-item: THE MASSEY CASE.—The Melbourne witnesses gave evidence in the Massey case at Dunedin, last Thursday, identifying Mrs Massey as the ' Mrs Allen ' and ' Mrs Brown,' who sold debentures there. The two accused were fully committed for trial, two additional informations being withdrawn. The bail for Massey himself (who has never been able to find it) was increased to £1500, with two sureties of £750. bbox=[921, 246, 1105, 329]
section-heading: IMPLEMENTS. bbox=[217, 452, 290, 462]
ad-text: Also, A Milk Walk, with 20 Cows ; first-class business. bbox=[16, 285, 143, 304]
column-5 bbox=[622, 40, 766, 1713]
ad-headline: WINCHESTER FAIR. bbox=[644, 167, 743, 178]
ad-text: THE N.Z. GRAIN AGENCY & MERCANTILE COMPANY, LIMITED, are prepared to make LIBERAL ADVANCES against Wheat placed in their hands for Shipment to London, Liverpool, or the Continental Markets. FARMERS' PARCELS are thus preserved intact, and the Company's LINE OF SHIPS DIRECT TO THEIR LONDON OFFICE. bbox=[357, 86, 481, 196]
editorial-title: HOPE FOR TIMARU. bbox=[649, 1067, 738, 1078]
item-desc: Calves, Pedigree Shorthorn, bred by W. Marcroft, Esq. bbox=[191, 303, 339, 322]
ad-text: BARRISTER AND SOLICITOR, Can be consulted at Main South Road, Temuka. The Geraldine Court attended every Court day. bbox=[492, 615, 616, 652]
ad-headline: IMPORTANT CLEARING SALE. bbox=[179, 57, 328, 68]
ad-text: FOR SALE — ROBEY ENGINE and THRASHER, quite new, with Latest Improvements. Took First Prize at the Christchurch International Exhibition. bbox=[9, 1191, 150, 1237]
ad-text: THE N.Z. GRAIN AGENCY AND MERCANTILE COMPANY, LIMITED, have on hand their First Shipment of SAMUELSON'S PRIZE TWINE BINDER AND HARVESTER. bbox=[492, 802, 616, 857]
ad-line: GREAT BARGAINS. bbox=[656, 760, 731, 770]
ad-signature: Apply R. DARROCH. bbox=[683, 111, 760, 121]
ad-line: MESSRS R. WILKIN AND CO will sell by Public Auction, as above, bbox=[9, 433, 136, 452]
ad-text: Men's Shooting Boots from 12s to 16s. Men's Elastic Sides, from 11s 6d to 15s 6d. Ladies' Kid Boots, from 5s 6d to 11s. Ladies' Prunellas, from 5s 6d to 10s. Youths' Shooting Boots, from 6s to 9s. All Kinds of Girls', Boys' and Children's Boots at Proportionately Low Rates. bbox=[627, 676, 760, 759]
ad-signature: THE N.Z. GRAIN AGENCY & MERCANTILE COMPANY, LIMITED. T. McCATCHIE, Agent, Stafford street. bbox=[507, 1278, 616, 1315]
ad-headline: GRAIN SEASON, 1883. bbox=[363, 1337, 475, 1348]
ad-harvest-tenders bbox=[627, 297, 760, 385]
ad-text: FOR SALE — One 8-h.p. Portable ENGINE and COMBINE (new), by Hornsby and Sons, with all the latest improvements. bbox=[9, 982, 150, 1019]
ad-capital: CAPITAL ... ... £250,000. bbox=[492, 694, 616, 705]
ad-signature: MACLEAN & STEWART, Auctioneers bbox=[11, 192, 150, 202]
ad-wilkin-monday bbox=[9, 364, 150, 498]
item-count: 10 bbox=[161, 301, 184, 321]
ad-text: TO MAKE ROOM for a NEW STOCK, I mean to SELL OUT MY PRESENT STOCK AT LESS THAN COST PRICE. bbox=[627, 638, 760, 675]
ad-name: J. LANGSKAIL bbox=[627, 777, 760, 827]
section-heading: LOCAL AND GENERAL. bbox=[948, 45, 1078, 55]
